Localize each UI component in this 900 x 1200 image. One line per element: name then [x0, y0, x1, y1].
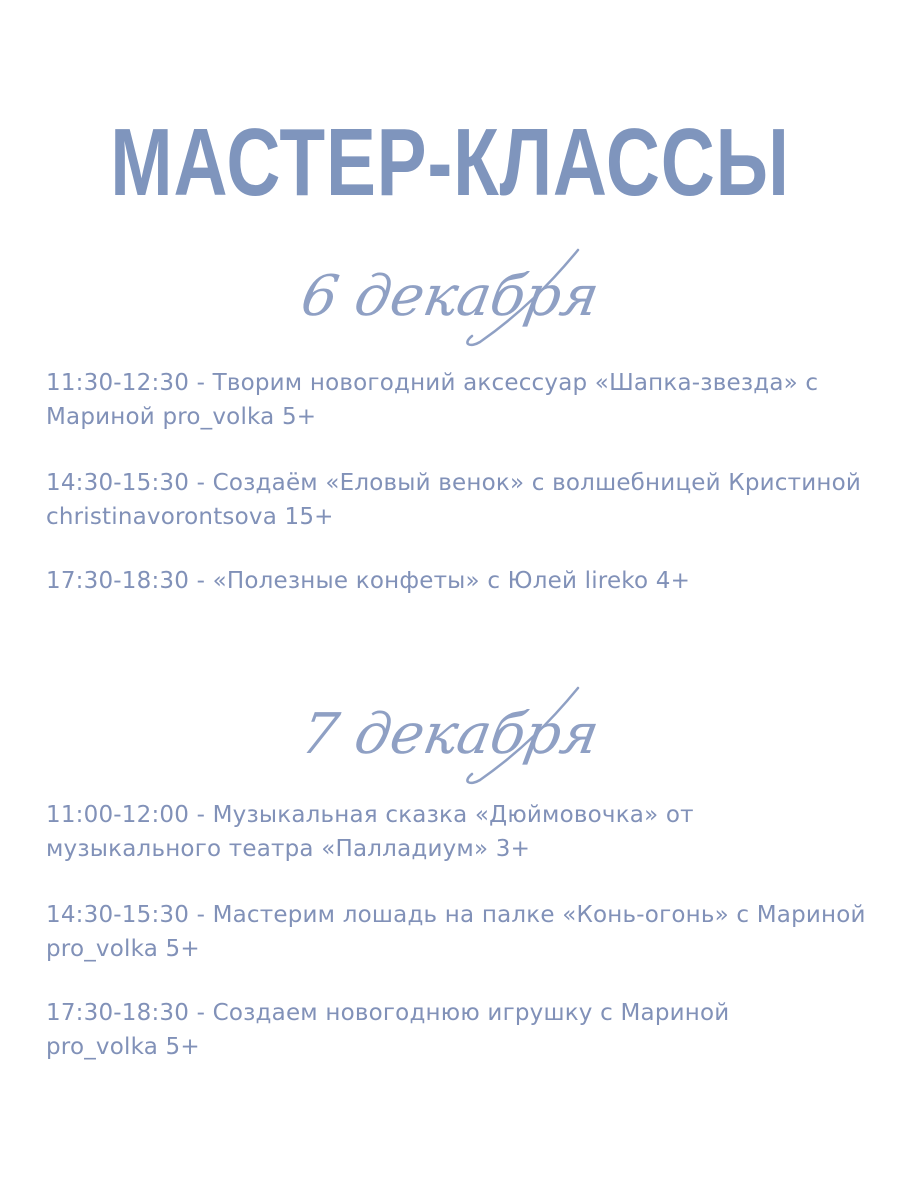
day-heading-1: 6 декабря [296, 264, 604, 329]
page-title: МАСТЕР-КЛАССЫ [110, 109, 790, 216]
event-item: 14:30-15:30 - Создаём «Еловый венок» с волшебницей Кристиной christinavorontsova 15+ [46, 470, 862, 530]
event-item: 14:30-15:30 - Мастерим лошадь на палке «Конь-огонь» с Мариной pro_volka 5+ [46, 902, 866, 962]
event-item: 17:30-18:30 - Создаем новогоднюю игрушку с Мариной pro_volka 5+ [46, 1000, 730, 1060]
day-heading-2: 7 декабря [296, 702, 604, 767]
event-item: 11:30-12:30 - Творим новогодний аксессуар «Шапка-звезда» с Мариной pro_volka 5+ [46, 370, 819, 430]
event-item: 17:30-18:30 - «Полезные конфеты» с Юлей lireko 4+ [46, 568, 691, 594]
event-item: 11:00-12:00 - Музыкальная сказка «Дюймовочка» от музыкального театра «Палладиум» 3+ [46, 802, 694, 862]
